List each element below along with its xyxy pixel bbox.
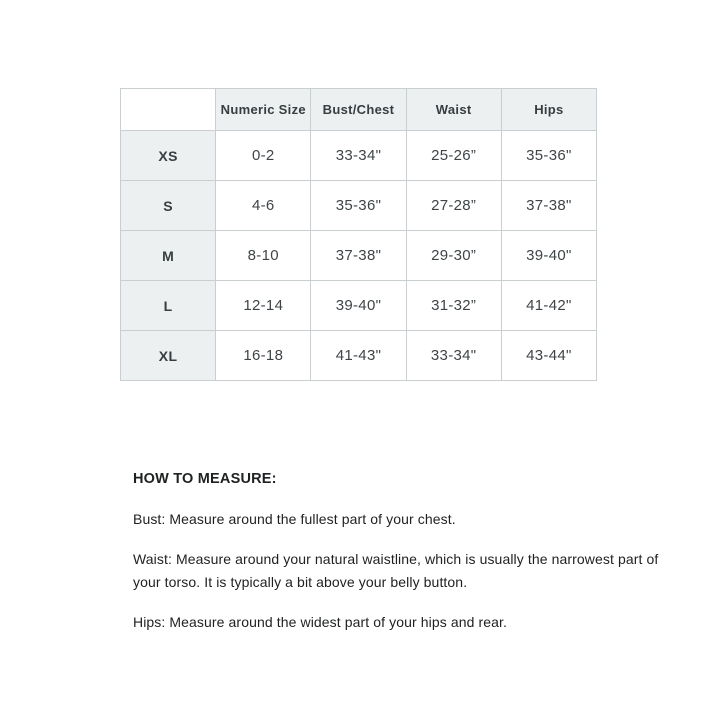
waist-cell: 31-32” <box>406 281 501 331</box>
table-row-xl <box>121 331 597 381</box>
bust-chest-cell: 33-34" <box>311 131 406 181</box>
measure-instruction-hips: Hips: Measure around the widest part of your hips and rear. <box>133 614 507 630</box>
waist-cell: 27-28” <box>406 181 501 231</box>
column-header-bust-chest: Bust/Chest <box>311 89 406 131</box>
waist-cell: 29-30” <box>406 231 501 281</box>
how-to-measure-section <box>133 468 673 651</box>
column-header-hips: Hips <box>501 89 596 131</box>
size-chart-table <box>120 88 597 381</box>
table-row-l <box>121 281 597 331</box>
numeric-size-cell: 4-6 <box>216 181 311 231</box>
numeric-size-cell: 16-18 <box>216 331 311 381</box>
hips-cell: 37-38" <box>501 181 596 231</box>
size-label-cell: M <box>121 231 216 281</box>
column-header-waist: Waist <box>406 89 501 131</box>
column-header-numeric-size: Numeric Size <box>216 89 311 131</box>
hips-cell: 41-42" <box>501 281 596 331</box>
numeric-size-cell: 8-10 <box>216 231 311 281</box>
size-label-cell: XS <box>121 131 216 181</box>
hips-cell: 35-36" <box>501 131 596 181</box>
bust-chest-cell: 41-43" <box>311 331 406 381</box>
hips-cell: 39-40" <box>501 231 596 281</box>
table-header-row <box>121 89 597 131</box>
numeric-size-cell: 12-14 <box>216 281 311 331</box>
how-to-measure-title: HOW TO MEASURE: <box>133 471 277 487</box>
measure-instruction-waist: Waist: Measure around your natural waistline, which is usually the narrowest part of your torso. It is typically a bit above your belly button. <box>133 551 659 590</box>
table-row-s <box>121 181 597 231</box>
table-head <box>121 89 597 131</box>
size-label-cell: S <box>121 181 216 231</box>
numeric-size-cell: 0-2 <box>216 131 311 181</box>
table-row-m <box>121 231 597 281</box>
table-body <box>121 131 597 381</box>
bust-chest-cell: 35-36" <box>311 181 406 231</box>
size-label-cell: XL <box>121 331 216 381</box>
hips-cell: 43-44" <box>501 331 596 381</box>
bust-chest-cell: 39-40" <box>311 281 406 331</box>
bust-chest-cell: 37-38" <box>311 231 406 281</box>
waist-cell: 33-34" <box>406 331 501 381</box>
table-row-xs <box>121 131 597 181</box>
waist-cell: 25-26” <box>406 131 501 181</box>
corner-header-cell <box>121 89 216 131</box>
size-label-cell: L <box>121 281 216 331</box>
measure-instruction-bust: Bust: Measure around the fullest part of your chest. <box>133 511 456 527</box>
